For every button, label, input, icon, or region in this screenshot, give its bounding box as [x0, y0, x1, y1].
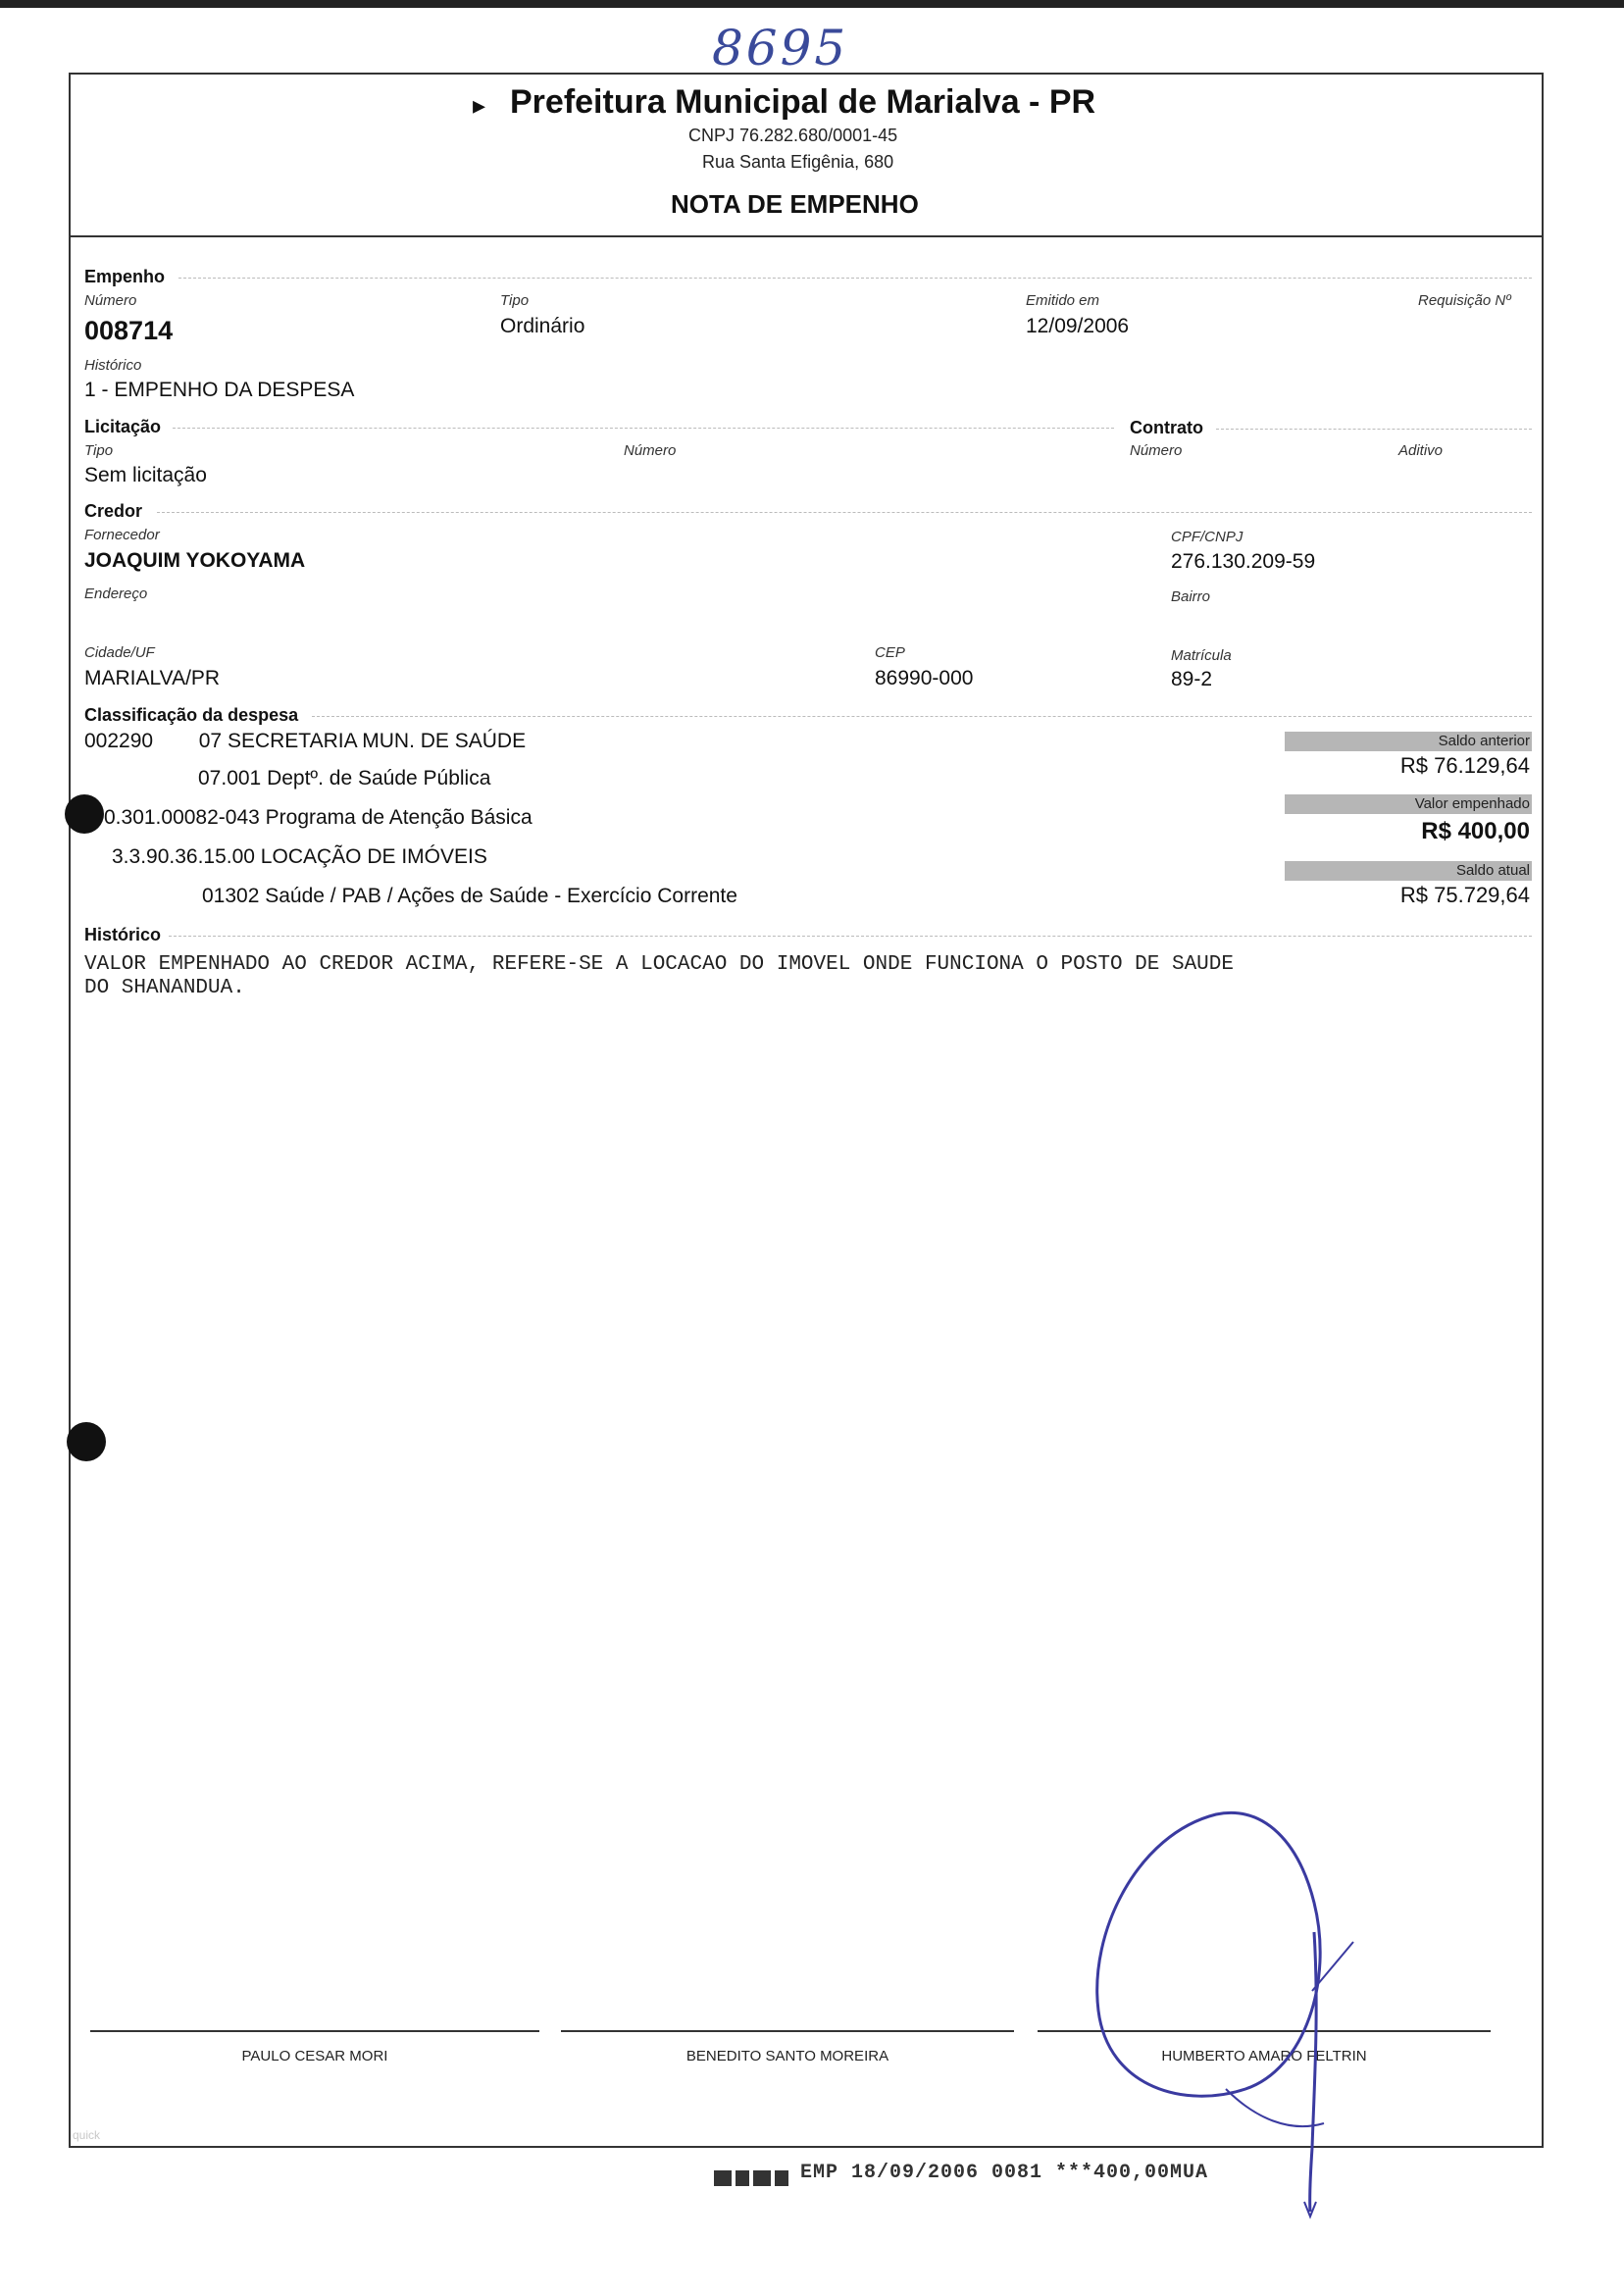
org-name: Prefeitura Municipal de Marialva - PR [510, 83, 1096, 121]
label-tipo: Tipo [500, 292, 530, 309]
divider [312, 716, 1532, 717]
classificacao-elemento: 3.3.90.36.15.00 LOCAÇÃO DE IMÓVEIS [112, 845, 487, 868]
classificacao-fonte: 01302 Saúde / PAB / Ações de Saúde - Exercício Corrente [202, 885, 737, 907]
label-valor-empenhado: Valor empenhado [1414, 795, 1530, 812]
label-historico: Histórico [84, 357, 142, 374]
credor-cpf: 276.130.209-59 [1171, 550, 1316, 573]
org-cnpj: CNPJ 76.282.680/0001-45 [688, 126, 898, 145]
section-licitacao: Licitação [84, 417, 162, 436]
credor-cidade: MARIALVA/PR [84, 667, 221, 689]
label-cpf: CPF/CNPJ [1171, 529, 1243, 545]
saldo-anterior: R$ 76.129,64 [1399, 753, 1530, 778]
doc-title: NOTA DE EMPENHO [671, 189, 919, 219]
classificacao-unidade: 07.001 Deptº. de Saúde Pública [198, 767, 491, 790]
divider [1216, 429, 1532, 430]
section-contrato: Contrato [1130, 418, 1203, 437]
credor-fornecedor: JOAQUIM YOKOYAMA [84, 549, 306, 572]
divider [178, 278, 1532, 279]
punch-hole [65, 794, 104, 834]
header-divider [69, 235, 1544, 237]
label-bairro: Bairro [1171, 588, 1211, 605]
empenho-emitido: 12/09/2006 [1026, 315, 1130, 337]
label-licitacao-tipo: Tipo [84, 442, 114, 459]
handwritten-number: 8695 [712, 20, 849, 76]
label-endereco: Endereço [84, 586, 148, 602]
label-saldo-atual: Saldo atual [1455, 862, 1530, 879]
credor-cep: 86990-000 [875, 667, 974, 689]
section-empenho: Empenho [84, 267, 166, 286]
label-matricula: Matrícula [1171, 647, 1232, 664]
signature-line [90, 2030, 539, 2032]
punch-hole [67, 1422, 106, 1461]
divider [173, 428, 1114, 429]
label-licitacao-numero: Número [624, 442, 677, 459]
label-contrato-numero: Número [1130, 442, 1183, 459]
empenho-tipo: Ordinário [500, 315, 585, 337]
footer-stamp: EMP 18/09/2006 0081 ***400,00MUA [800, 2162, 1209, 2184]
divider [157, 512, 1532, 513]
historico-line-2: DO SHANANDUA. [84, 977, 245, 999]
label-cep: CEP [875, 644, 905, 661]
label-requisicao: Requisição Nº [1418, 292, 1511, 309]
saldo-atual: R$ 75.729,64 [1399, 883, 1530, 907]
label-fornecedor: Fornecedor [84, 527, 160, 543]
bullet-icon: ▸ [473, 90, 486, 120]
signatory-2: BENEDITO SANTO MOREIRA [685, 2048, 889, 2064]
licitacao-tipo: Sem licitação [84, 464, 207, 486]
scan-watermark: quick [73, 2128, 101, 2142]
empenho-historico: 1 - EMPENHO DA DESPESA [84, 379, 355, 401]
signatory-1: PAULO CESAR MORI [241, 2048, 388, 2064]
section-credor: Credor [84, 501, 143, 521]
label-emitido: Emitido em [1026, 292, 1100, 309]
classificacao-programa: 0.301.00082-043 Programa de Atenção Básica [104, 806, 533, 829]
valor-empenhado: R$ 400,00 [1421, 818, 1530, 844]
label-aditivo: Aditivo [1398, 442, 1444, 459]
label-numero: Número [84, 292, 137, 309]
signature-line [561, 2030, 1014, 2032]
stamp-logo-icon [714, 2167, 792, 2189]
label-cidade: Cidade/UF [84, 644, 155, 661]
label-saldo-anterior: Saldo anterior [1438, 733, 1530, 749]
credor-matricula: 89-2 [1171, 668, 1213, 690]
signatory-3: HUMBERTO AMARO FELTRIN [1161, 2048, 1367, 2064]
divider [169, 936, 1532, 937]
org-address: Rua Santa Efigênia, 680 [702, 152, 894, 172]
section-classificacao: Classificação da despesa [84, 705, 299, 725]
scan-top-edge [0, 0, 1624, 8]
section-historico: Histórico [84, 925, 162, 944]
classificacao-orgao: 002290 07 SECRETARIA MUN. DE SAÚDE [84, 730, 527, 752]
empenho-numero: 008714 [84, 316, 174, 345]
historico-line-1: VALOR EMPENHADO AO CREDOR ACIMA, REFERE-SE A LOCACAO DO IMOVEL ONDE FUNCIONA O POSTO DE SAUDE [84, 953, 1234, 976]
